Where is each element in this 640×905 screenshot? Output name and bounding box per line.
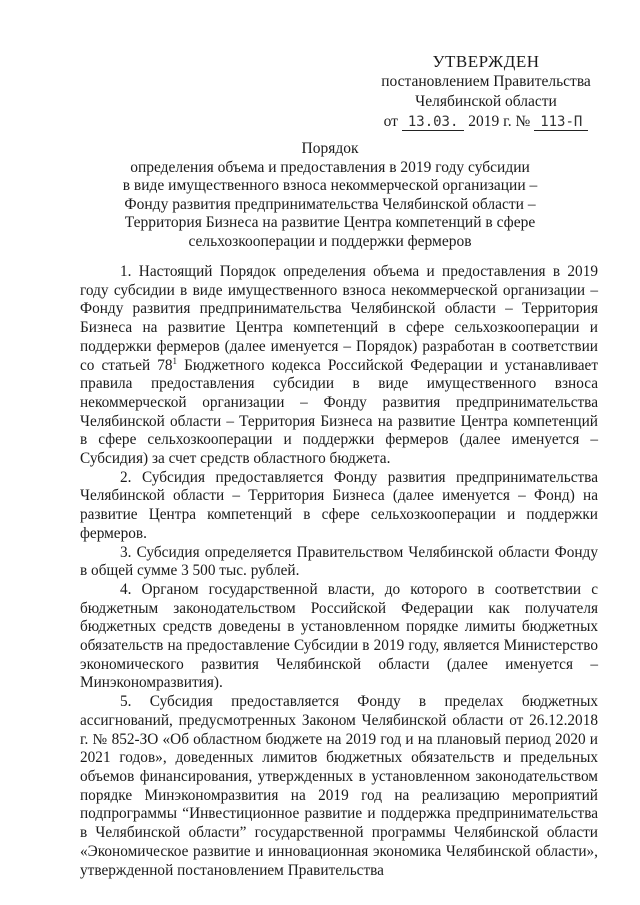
title-line-5: Территория Бизнеса на развитие Центра компетенций в сфере xyxy=(124,214,536,232)
title-line-2: определения объема и предоставления в 2019 году субсидии xyxy=(130,158,530,176)
approved-heading: УТВЕРЖДЕН xyxy=(432,52,540,71)
paragraph-4: 4. Органом государственной власти, до которого в соответствии с бюджетным законодательством Российской Федерации как получателя бюджетных средств доведены в установленном порядке лимиты бюджетных обязательств на предоставление Субсидии в 2019 году, является Министерство экономического развития Челябинской области (далее именуется – Минэкономразвития). xyxy=(80,580,598,692)
paragraph-2: 2. Субсидия предоставляется Фонду развития предпринимательства Челябинской области – Территория Бизнеса (далее именуется – Фонд) на развитие Центра компетенций в сфере сельхозкооперации и поддержки фермеров. xyxy=(80,468,598,542)
title-line-6: сельхозкооперации и поддержки фермеров xyxy=(188,232,472,250)
handwritten-number: 113-П xyxy=(534,114,588,131)
document-title xyxy=(120,140,540,252)
approval-dateline xyxy=(370,112,602,132)
paragraph-5: 5. Субсидия предоставляется Фонду в пределах бюджетных ассигнований, предусмотренных Законом Челябинской области от 26.12.2018 г. № 852-ЗО «Об областном бюджете на 2019 год и на плановый период 2020 и 2021 годов», доведенных лимитов бюджетных обязательств и предельных объемов финансирования, утвержденных в установленном законодательством порядке Минэкономразвития на 2019 год на реализацию мероприятий подпрограммы “Инвестиционное развитие и поддержка предпринимательства в Челябинской области” государственной программы Челябинской области «Экономическое развитие и инновационная экономика Челябинской области», утвержденной постановлением Правительства xyxy=(80,693,598,879)
article-superscript: 1 xyxy=(172,355,178,366)
paragraph-3: 3. Субсидия определяется Правительством Челябинской области Фонду в общей сумме 3 500 тыс. рублей. xyxy=(80,543,598,580)
paragraph-1-text-start: 1. Настоящий Порядок определения объема и предоставления в 2019 году субсидии в виде имущественного взноса некоммерческой организации – Фонду развития предпринимательства Челябинской области – Территория Бизнеса на развитие Центра компетенций в сфере сельхозкооперации и поддержки фермеров (далее именуется – Порядок) разработан в соответствии со статьей 78 xyxy=(80,263,598,374)
from-word: от xyxy=(383,113,398,130)
title-line-1: Порядок xyxy=(301,140,359,157)
approval-line-2: Челябинской области xyxy=(415,93,557,110)
paragraph-1-text-end: Бюджетного кодекса Российской Федерации и устанавливает правила предоставления субсидии в виде имущественного взноса некоммерческой организации – Фонду развития предпринимательства Челябинской области – Территория Бизнеса на развитие Центра компетенций в сфере сельхозкооперации и поддержки фермеров (далее именуется – Субсидия) за счет средств областного бюджета. xyxy=(80,356,599,468)
year-text: 2019 г. № xyxy=(468,113,531,130)
document-body xyxy=(80,263,598,880)
title-line-4: Фонду развития предпринимательства Челябинской области – xyxy=(124,195,536,213)
paragraph-1 xyxy=(80,263,598,469)
title-line-3: в виде имущественного взноса некоммерческой организации – xyxy=(122,177,538,195)
handwritten-date: 13.03. xyxy=(402,114,465,131)
approval-stamp xyxy=(370,52,602,132)
approval-line-1: постановлением Правительства xyxy=(381,73,591,90)
